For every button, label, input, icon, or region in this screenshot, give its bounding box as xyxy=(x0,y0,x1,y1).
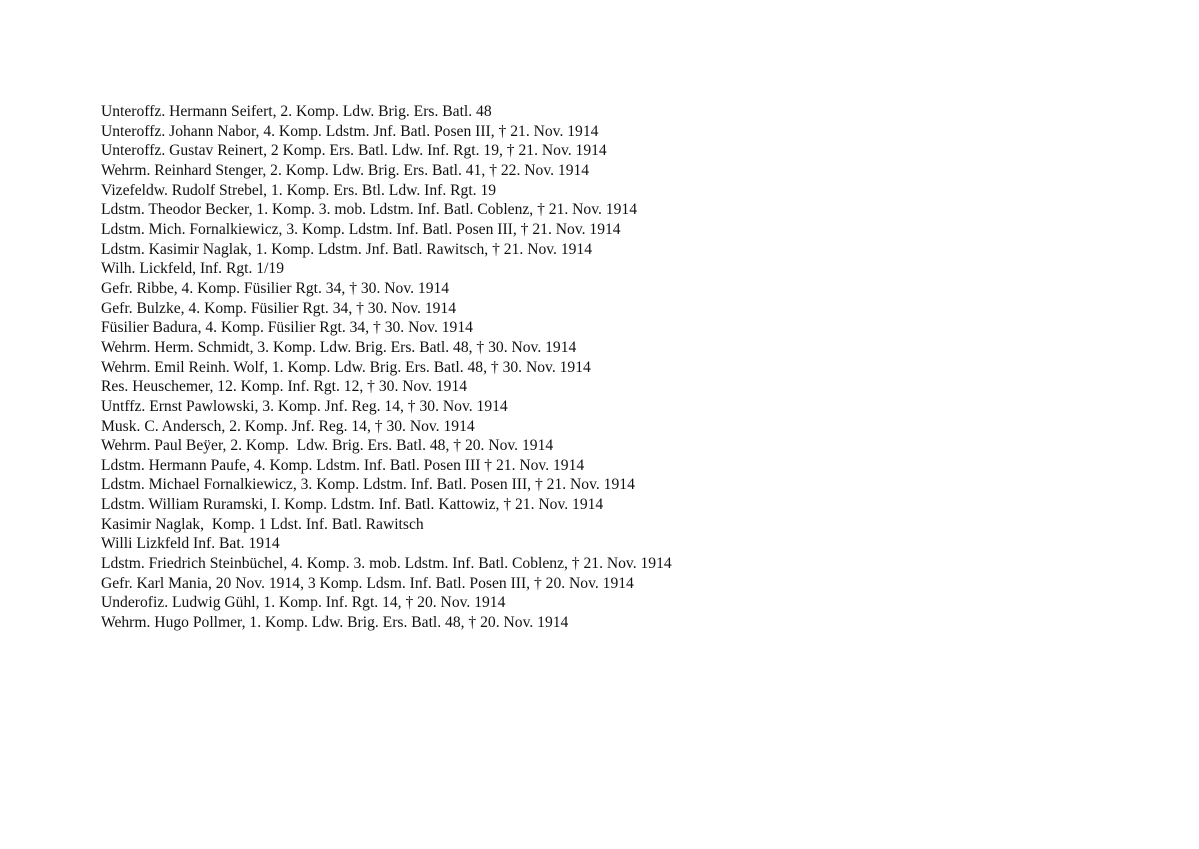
list-item: Ldstm. Theodor Becker, 1. Komp. 3. mob. Ldstm. Inf. Batl. Coblenz, † 21. Nov. 1914 xyxy=(101,201,637,219)
list-item: Vizefeldw. Rudolf Strebel, 1. Komp. Ers. Btl. Ldw. Inf. Rgt. 19 xyxy=(101,181,497,199)
list-item: Gefr. Karl Mania, 20 Nov. 1914, 3 Komp. Ldsm. Inf. Batl. Posen III, † 20. Nov. 1914 xyxy=(101,574,634,592)
list-item: Underofiz. Ludwig Gühl, 1. Komp. Inf. Rgt. 14, † 20. Nov. 1914 xyxy=(101,594,506,612)
list-item: Unteroffz. Hermann Seifert, 2. Komp. Ldw. Brig. Ers. Batl. 48 xyxy=(101,103,492,120)
list-item: Unteroffz. Gustav Reinert, 2 Komp. Ers. Batl. Ldw. Inf. Rgt. 19, † 21. Nov. 1914 xyxy=(101,142,607,160)
list-item: Wehrm. Hugo Pollmer, 1. Komp. Ldw. Brig. Ers. Batl. 48, † 20. Nov. 1914 xyxy=(101,614,569,632)
list-item: Wehrm. Herm. Schmidt, 3. Komp. Ldw. Brig. Ers. Batl. 48, † 30. Nov. 1914 xyxy=(101,338,577,356)
list-item: Musk. C. Andersch, 2. Komp. Jnf. Reg. 14, † 30. Nov. 1914 xyxy=(101,417,475,435)
list-item: Gefr. Ribbe, 4. Komp. Füsilier Rgt. 34, † 30. Nov. 1914 xyxy=(101,279,450,297)
list-item: Ldstm. Michael Fornalkiewicz, 3. Komp. Ldstm. Inf. Batl. Posen III, † 21. Nov. 1914 xyxy=(101,476,635,494)
list-item: Wehrm. Emil Reinh. Wolf, 1. Komp. Ldw. Brig. Ers. Batl. 48, † 30. Nov. 1914 xyxy=(101,358,591,376)
list-item: Kasimir Naglak, Komp. 1 Ldst. Inf. Batl. Rawitsch xyxy=(101,515,424,533)
list-item: Wilh. Lickfeld, Inf. Rgt. 1/19 xyxy=(101,260,284,278)
list-item: Wehrm. Paul Beÿer, 2. Komp. Ldw. Brig. Ers. Batl. 48, † 20. Nov. 1914 xyxy=(101,437,554,455)
list-item: Wehrm. Reinhard Stenger, 2. Komp. Ldw. Brig. Ers. Batl. 41, † 22. Nov. 1914 xyxy=(101,161,590,179)
list-item: Füsilier Badura, 4. Komp. Füsilier Rgt. 34, † 30. Nov. 1914 xyxy=(101,319,473,337)
list-item: Ldstm. Mich. Fornalkiewicz, 3. Komp. Ldstm. Inf. Batl. Posen III, † 21. Nov. 1914 xyxy=(101,220,621,238)
list-item: Gefr. Bulzke, 4. Komp. Füsilier Rgt. 34, † 30. Nov. 1914 xyxy=(101,299,457,317)
list-item: Ldstm. William Ruramski, I. Komp. Ldstm. Inf. Batl. Kattowiz, † 21. Nov. 1914 xyxy=(101,496,604,514)
casualty-list xyxy=(101,102,672,633)
list-item: Unteroffz. Johann Nabor, 4. Komp. Ldstm. Jnf. Batl. Posen III, † 21. Nov. 1914 xyxy=(101,122,599,140)
list-item: Ldstm. Friedrich Steinbüchel, 4. Komp. 3. mob. Ldstm. Inf. Batl. Coblenz, † 21. Nov. 1914 xyxy=(101,555,672,573)
list-item: Ldstm. Hermann Paufe, 4. Komp. Ldstm. Inf. Batl. Posen III † 21. Nov. 1914 xyxy=(101,456,585,474)
list-item: Ldstm. Kasimir Naglak, 1. Komp. Ldstm. Jnf. Batl. Rawitsch, † 21. Nov. 1914 xyxy=(101,240,593,258)
list-item: Willi Lizkfeld Inf. Bat. 1914 xyxy=(101,535,280,553)
list-item: Untffz. Ernst Pawlowski, 3. Komp. Jnf. Reg. 14, † 30. Nov. 1914 xyxy=(101,397,508,415)
list-item: Res. Heuschemer, 12. Komp. Inf. Rgt. 12, † 30. Nov. 1914 xyxy=(101,378,468,396)
